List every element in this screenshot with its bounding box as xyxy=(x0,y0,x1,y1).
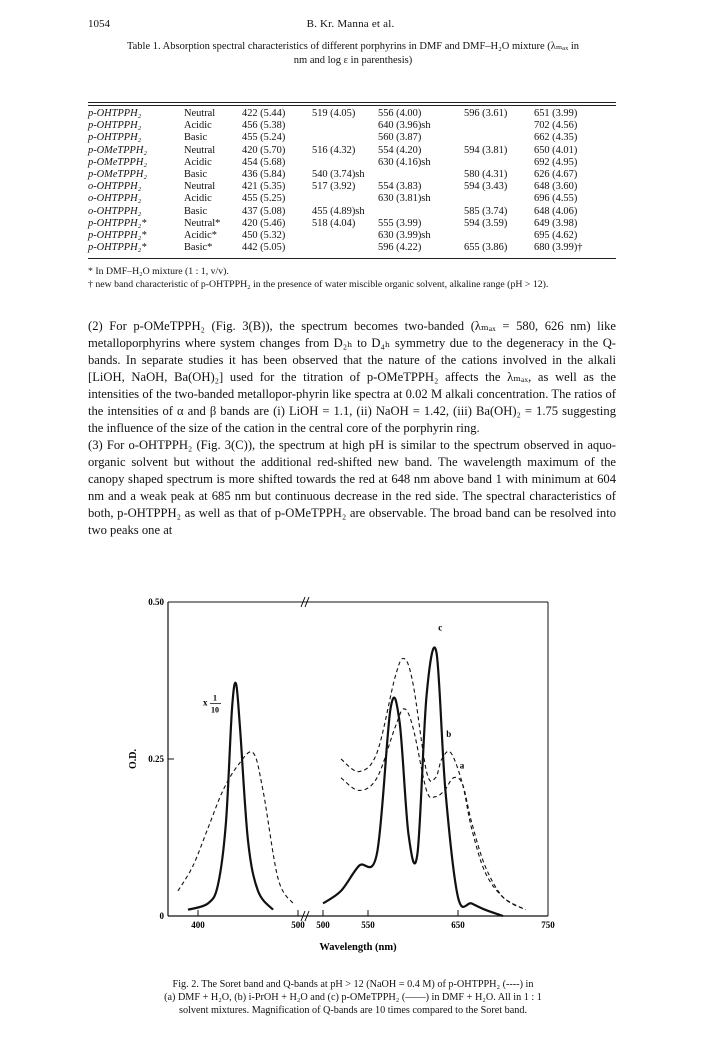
table-cell: 450 (5.32) xyxy=(242,230,286,242)
x-tick-label: 550 xyxy=(361,920,375,930)
scale-note-x: x xyxy=(203,697,208,708)
table-cell: 648 (3.60) xyxy=(534,181,578,193)
table-cell xyxy=(312,120,378,132)
table-cell xyxy=(312,230,378,242)
table-cell: 594 (3.59) xyxy=(464,217,508,229)
y-tick-label: 0 xyxy=(159,911,164,921)
table-cell xyxy=(378,206,464,218)
table-cell: 695 (4.62) xyxy=(534,230,578,242)
table-cell: 692 (4.95) xyxy=(534,156,578,168)
table-cell: Basic* xyxy=(184,242,213,254)
figure-caption-line-3: solvent mixtures. Magnification of Q-bands are 10 times compared to the Soret band. xyxy=(179,1005,527,1016)
x-tick-label: 500 xyxy=(316,920,330,930)
table-row xyxy=(88,242,616,254)
table-row xyxy=(88,193,616,205)
table-cell: 596 (3.61) xyxy=(464,108,508,119)
table-cell: Neutral xyxy=(184,144,216,156)
chart-axes xyxy=(168,597,548,921)
table-cell xyxy=(464,132,534,144)
table-cell: 420 (5.70) xyxy=(242,144,286,156)
table-cell xyxy=(464,157,534,169)
table-cell: 456 (5.38) xyxy=(242,120,286,132)
table-cell: 437 (5.08) xyxy=(242,205,286,217)
table-cell: 655 (3.86) xyxy=(464,242,508,254)
table-cell xyxy=(464,120,534,132)
table-cell xyxy=(312,193,378,205)
table-1 xyxy=(88,108,616,254)
table-cell: p-OMeTPPH₂ xyxy=(88,156,148,168)
running-title: B. Kr. Manna et al. xyxy=(306,18,395,30)
table-cell: p-OHTPPH₂* xyxy=(88,230,147,242)
table-cell: 626 (4.67) xyxy=(534,169,578,181)
table-cell: 585 (3.74) xyxy=(464,205,508,217)
figure-caption-line-1: Fig. 2. The Soret band and Q-bands at pH > 12 (NaOH = 0.4 M) of p-OHTPPH₂ (----) in xyxy=(172,979,534,990)
figure-2-chart xyxy=(118,594,588,964)
table-cell xyxy=(464,193,534,205)
body-text xyxy=(88,318,616,539)
curve-label-b: b xyxy=(446,729,452,740)
table-cell: 518 (4.04) xyxy=(312,217,356,229)
table-cell: Neutral xyxy=(184,181,216,193)
table-cell: 580 (4.31) xyxy=(464,169,508,181)
series-line-c xyxy=(323,648,503,916)
table-cell xyxy=(312,157,378,169)
table-cell: 702 (4.56) xyxy=(534,120,578,132)
paragraph-3: (3) For o-OHTPPH₂ (Fig. 3(C)), the spectrum at high pH is similar to the spectrum observed in aquo-organic solvent but without the additional red-shifted new band. The wavelength maximum of the canopy shaped spectrum is more shifted towards the red at 648 nm above band 1 with minimum at 604 nm and a weak peak at 685 nm but continuous decrease in the red side. The spectral characteristics of both, p-OHTPPH₂ as well as that of p-OMeTPPH₂ are observable. The broad band can be resolved into two peaks one at xyxy=(88,438,616,537)
table-cell: 454 (5.68) xyxy=(242,156,286,168)
table-cell xyxy=(378,169,464,181)
table-cell: Basic xyxy=(184,169,208,181)
table-cell: p-OHTPPH₂ xyxy=(88,132,142,144)
table-cell: 596 (4.22) xyxy=(378,242,422,254)
table-cell: 517 (3.92) xyxy=(312,181,356,193)
table-cell: Acidic xyxy=(184,193,212,205)
table-cell: 422 (5.44) xyxy=(242,108,286,119)
x-tick-label: 750 xyxy=(541,920,555,930)
table-cell: 421 (5.35) xyxy=(242,181,286,193)
table-cell: 630 (3.81)sh xyxy=(378,193,431,205)
table-cell: 442 (5.05) xyxy=(242,242,286,254)
table-cell: p-OHTPPH₂* xyxy=(88,242,147,254)
table-cell: p-OMeTPPH₂ xyxy=(88,169,148,181)
table-cell: 555 (3.99) xyxy=(378,217,422,229)
table-row xyxy=(88,169,616,181)
table-cell: 455 (5.25) xyxy=(242,193,286,205)
table-cell: 436 (5.84) xyxy=(242,169,286,181)
table-footnote-1: * In DMF–H₂O mixture (1 : 1, v/v). xyxy=(88,266,229,277)
series-line-p-ohtpph2-soret xyxy=(178,752,293,904)
table-row xyxy=(88,132,616,144)
table-row xyxy=(88,218,616,230)
table-row xyxy=(88,145,616,157)
table-cell: 662 (4.35) xyxy=(534,132,578,144)
table-cell: 651 (3.99) xyxy=(534,108,578,119)
table-caption xyxy=(88,40,618,68)
table-cell: p-OHTPPH₂ xyxy=(88,120,142,132)
table-top-rule-2 xyxy=(88,105,616,106)
table-cell: 519 (4.05) xyxy=(312,108,356,119)
paragraph-2: (2) For p-OMeTPPH₂ (Fig. 3(B)), the spectrum becomes two-banded (λₘₐₓ = 580, 626 nm) like metalloporphyrins where system changes from D₂ₕ to D₄ₕ symmetry due to the degeneracy in the Q-bands. In separate studies it has been observed that the nature of the cations involved in the alkali [LiOH, NaOH, Ba(OH)₂] used for the titration of p-OMeTPPH₂ affects the λₘₐₓ, as well as the intensities of the two-banded metallopor-phyrin like spectra at 0.02 M alkali concentration. The ratios of the intensities of α and β bands are (i) LiOH = 1.1, (ii) NaOH = 1.42, (iii) Ba(OH)₂ = 1.75 suggesting the influence of the size of the cation in the central core of the porphyrin ring. xyxy=(88,319,616,435)
table-cell: Acidic xyxy=(184,156,212,168)
curve-label-c: c xyxy=(438,622,443,633)
x-tick-label: 650 xyxy=(451,920,465,930)
table-row xyxy=(88,206,616,218)
table-bottom-rule xyxy=(88,258,616,259)
x-tick-label: 400 xyxy=(191,920,205,930)
table-cell: p-OHTPPH₂* xyxy=(88,217,147,229)
table-cell xyxy=(464,230,534,242)
table-row xyxy=(88,230,616,242)
table-cell: p-OHTPPH₂ xyxy=(88,108,142,119)
table-cell: Basic xyxy=(184,205,208,217)
table-row xyxy=(88,108,616,120)
x-axis-label: Wavelength (nm) xyxy=(319,942,397,953)
table-row xyxy=(88,181,616,193)
table-cell: 540 (3.74)sh xyxy=(312,169,365,181)
table-cell: 516 (4.32) xyxy=(312,144,356,156)
table-cell: 594 (3.43) xyxy=(464,181,508,193)
table-caption-line-1: Table 1. Absorption spectral characteristics of different porphyrins in DMF and DMF–H₂O mixture (λₘₐₓ in xyxy=(126,41,580,52)
chart-labels xyxy=(128,622,465,953)
scale-note-numerator: 1 xyxy=(213,693,217,703)
table-footnote-2: † new band characteristic of p-OHTPPH₂ in the presence of water miscible organic solvent, alkaline range (pH > 12). xyxy=(88,279,549,290)
table-cell: 640 (3.96)sh xyxy=(378,120,431,132)
table-cell: p-OMeTPPH₂ xyxy=(88,144,148,156)
series-line-p-ometpph2-soret xyxy=(188,683,273,910)
scale-note-denominator: 10 xyxy=(211,705,219,715)
chart-ticks xyxy=(148,597,555,930)
table-cell: 420 (5.46) xyxy=(242,217,286,229)
table-cell: o-OHTPPH₂ xyxy=(88,205,142,217)
y-tick-label: 0.50 xyxy=(148,597,164,607)
x-tick-label: 500 xyxy=(291,920,305,930)
table-cell: 455 (4.89)sh xyxy=(312,205,365,217)
table-cell: Neutral xyxy=(184,108,216,119)
y-axis-label: O.D. xyxy=(128,749,139,769)
series-line-a xyxy=(341,709,526,910)
table-cell: 554 (4.20) xyxy=(378,144,422,156)
table-cell: 648 (4.06) xyxy=(534,205,578,217)
table-cell xyxy=(312,132,378,144)
table-cell: 560 (3.87) xyxy=(378,132,422,144)
chart-curves xyxy=(178,648,526,916)
table-caption-line-2: nm and log ε in parenthesis) xyxy=(293,55,413,66)
table-cell: Acidic xyxy=(184,120,212,132)
table-cell: 594 (3.81) xyxy=(464,144,508,156)
curve-label-a: a xyxy=(459,760,465,771)
series-line-b xyxy=(341,658,526,909)
table-row xyxy=(88,157,616,169)
figure-caption xyxy=(100,978,606,1017)
table-cell: 649 (3.98) xyxy=(534,217,578,229)
table-cell: o-OHTPPH₂ xyxy=(88,181,142,193)
table-cell: 630 (4.16)sh xyxy=(378,156,431,168)
table-1-body xyxy=(88,108,616,254)
table-cell: Neutral* xyxy=(184,217,221,229)
table-row xyxy=(88,120,616,132)
table-cell: 680 (3.99)† xyxy=(534,242,583,254)
y-tick-label: 0.25 xyxy=(148,754,164,764)
figure-2 xyxy=(118,594,588,964)
table-cell: 650 (4.01) xyxy=(534,144,578,156)
table-cell: Basic xyxy=(184,132,208,144)
table-top-rule xyxy=(88,102,616,103)
figure-caption-line-2: (a) DMF + H₂O, (b) i-PrOH + H₂O and (c) p-OMeTPPH₂ (——) in DMF + H₂O. All in 1 : 1 xyxy=(164,992,542,1003)
table-cell xyxy=(312,242,378,254)
table-cell: Acidic* xyxy=(184,230,217,242)
table-cell: 554 (3.83) xyxy=(378,181,422,193)
table-cell: 696 (4.55) xyxy=(534,193,578,205)
table-cell: 630 (3.99)sh xyxy=(378,230,431,242)
table-cell: o-OHTPPH₂ xyxy=(88,193,142,205)
table-cell: 455 (5.24) xyxy=(242,132,286,144)
page-number: 1054 xyxy=(88,18,110,30)
table-cell: 556 (4.00) xyxy=(378,108,422,119)
